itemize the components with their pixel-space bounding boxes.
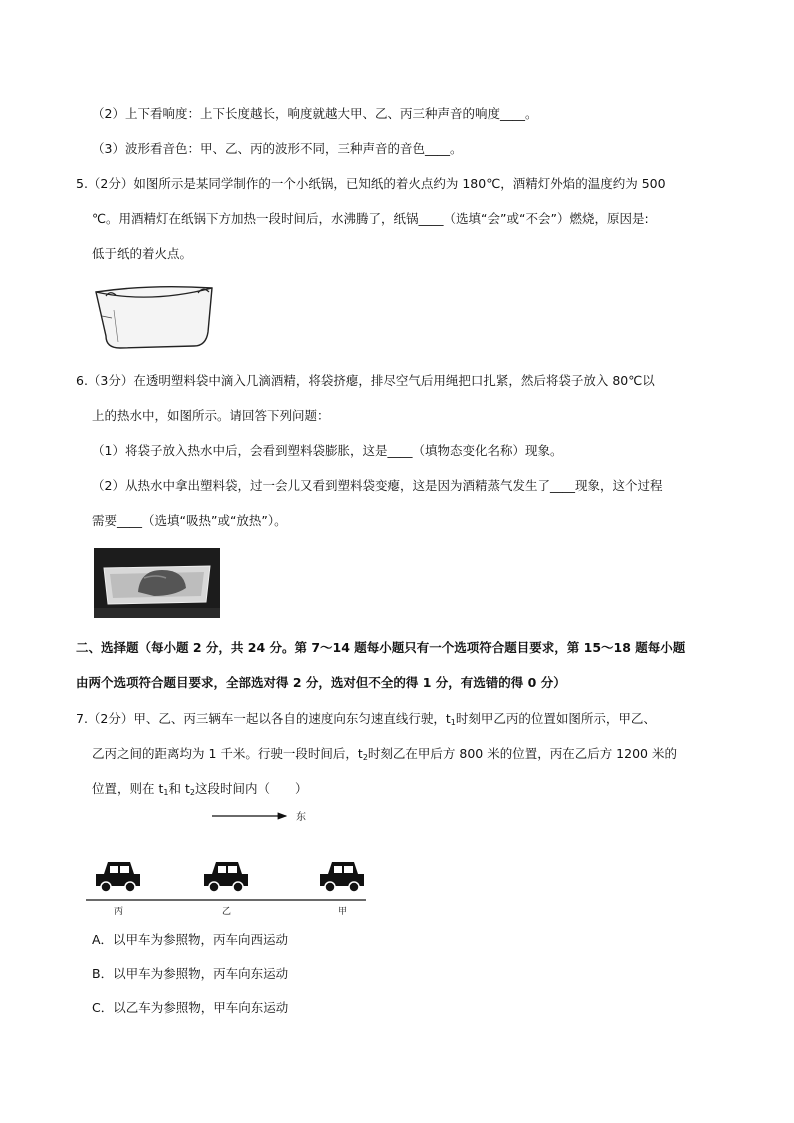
q6-line-2: 上的热水中，如图所示。请回答下列问题： <box>92 408 330 423</box>
q6-line-4: （2）从热水中拿出塑料袋，过一会儿又看到塑料袋变瘪，这是因为酒精蒸气发生了____现象，这个过程 <box>92 478 663 493</box>
q7-option-a[interactable]: A．以甲车为参照物，丙车向西运动 <box>92 932 289 947</box>
bag-in-hot-water-photo <box>94 548 220 618</box>
q7-line-3 <box>92 779 307 803</box>
car-label-yi: 乙 <box>222 907 232 917</box>
q7-line-3-t2: t <box>184 781 190 796</box>
q7-line-1 <box>76 709 656 733</box>
q6-line-1: 6.（3分）在透明塑料袋中滴入几滴酒精，将袋挤瘪，排尽空气后用绳把口扎紧，然后将袋子放入 80℃以 <box>76 373 655 388</box>
three-cars-figure <box>86 806 386 918</box>
q5-line-1: 5.（2分）如图所示是某同学制作的一个小纸锅，已知纸的着火点约为 180℃，酒精灯外焰的温度约为 500 <box>76 176 666 191</box>
q7-line-1-rest: 时刻甲乙丙的位置如图所示，甲乙、 <box>455 711 656 726</box>
q7-line-3-t1: t <box>158 781 164 796</box>
q7-option-b[interactable]: B．以甲车为参照物，丙车向东运动 <box>92 966 289 981</box>
q7-line-2 <box>92 744 677 768</box>
paper-pot-figure <box>90 282 220 352</box>
car-yi <box>204 862 248 892</box>
q4-line-3: （3）波形看音色：甲、乙、丙的波形不同，三种声音的音色____。 <box>92 141 463 156</box>
q5-line-3: 低于纸的着火点。 <box>92 246 193 261</box>
q7-line-3-mid: 和 <box>168 781 185 796</box>
east-label: 东 <box>296 812 306 823</box>
q6-line-5: 需要____（选填“吸热”或“放热”）。 <box>92 513 287 528</box>
q7-line-3-sub2: 2 <box>189 788 195 797</box>
q5-line-2: ℃。用酒精灯在纸锅下方加热一段时间后，水沸腾了，纸锅____（选填“会”或“不会”）燃烧，原因是: <box>92 211 649 226</box>
section-2-heading-line-2: 由两个选项符合题目要求，全部选对得 2 分，选对但不全的得 1 分，有选错的得 0 分） <box>76 675 566 690</box>
section-2-heading-line-1: 二、选择题（每小题 2 分，共 24 分。第 7～14 题每小题只有一个选项符合题目要求，第 15～18 题每小题 <box>76 640 686 655</box>
q7-line-2-sub: 2 <box>362 753 368 762</box>
q7-line-2-t: t <box>357 746 363 761</box>
q7-line-1-t: t <box>445 711 451 726</box>
car-jia <box>320 862 364 892</box>
car-label-jia: 甲 <box>338 907 348 917</box>
q7-line-3-text: 位置，则在 <box>92 781 159 796</box>
q7-line-1-sub: 1 <box>450 718 456 727</box>
q7-line-1-text: 7.（2分）甲、乙、丙三辆车一起以各自的速度向东匀速直线行驶， <box>76 711 446 726</box>
q6-line-3: （1）将袋子放入热水中后，会看到塑料袋膨胀，这是____（填物态变化名称）现象。 <box>92 443 563 458</box>
q7-line-3-sub1: 1 <box>163 788 169 797</box>
q7-line-2-text: 乙丙之间的距离均为 1 千米。行驶一段时间后， <box>92 746 358 761</box>
q7-option-c[interactable]: C．以乙车为参照物，甲车向东运动 <box>92 1000 289 1015</box>
car-label-bing: 丙 <box>114 907 124 917</box>
car-bing <box>96 862 140 892</box>
q4-line-2: （2）上下看响度：上下长度越长，响度就越大甲、乙、丙三种声音的响度____。 <box>92 106 538 121</box>
q7-line-2-rest: 时刻乙在甲后方 800 米的位置，丙在乙后方 1200 米的 <box>367 746 677 761</box>
q7-line-3-rest: 这段时间内（ ） <box>194 781 308 796</box>
